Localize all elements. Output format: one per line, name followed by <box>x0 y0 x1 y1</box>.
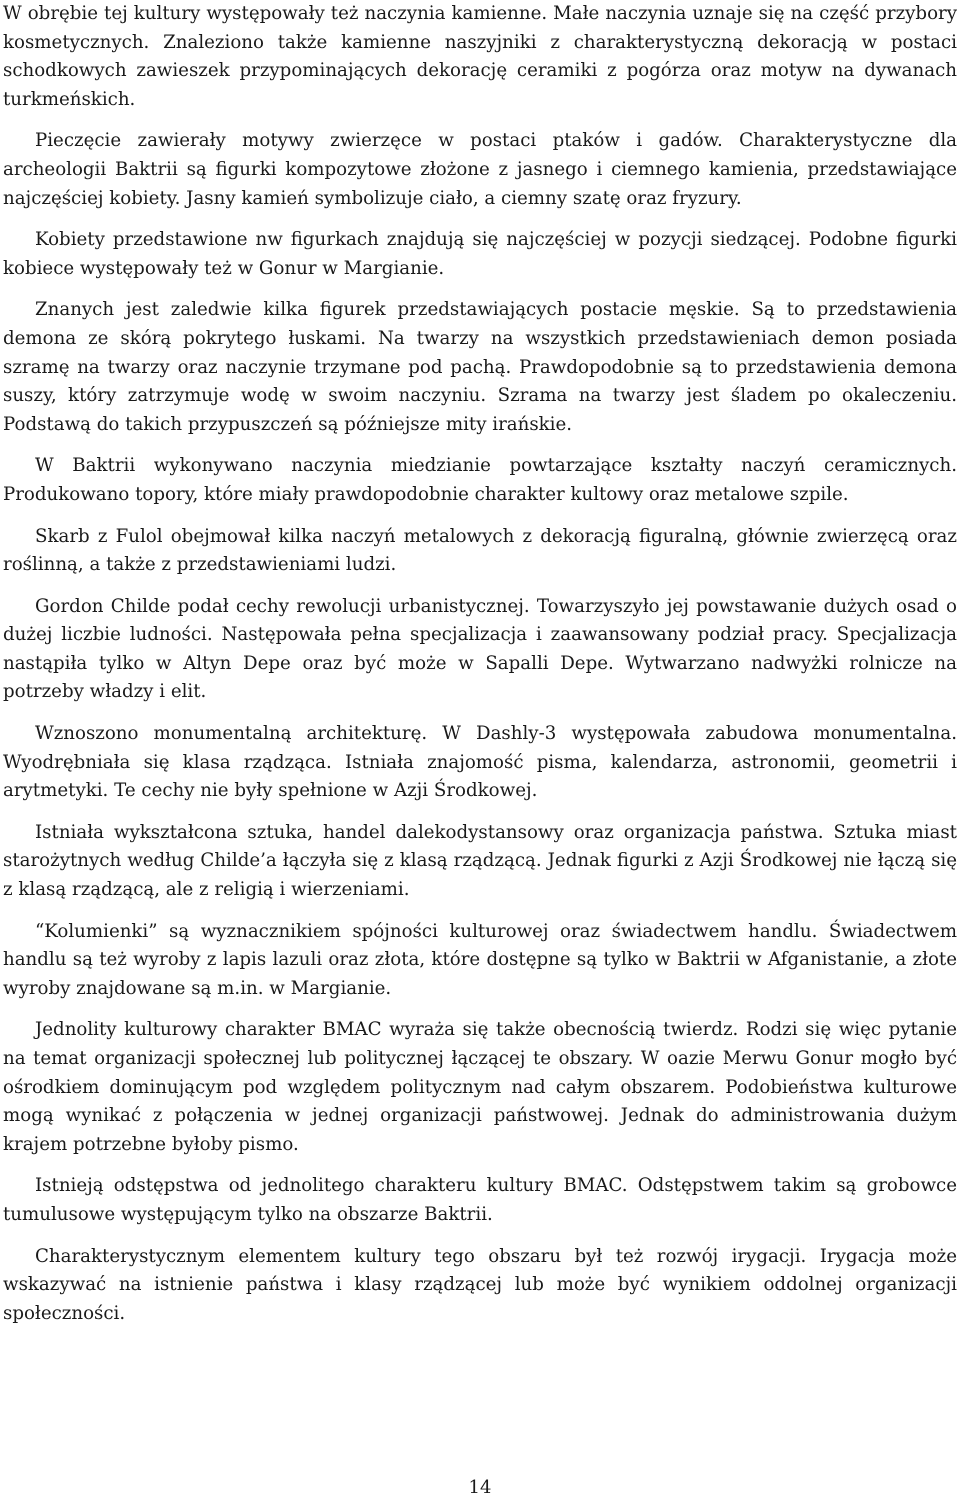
paragraph-art-trade-state: Istniała wykształcona sztuka, handel dalekodystansowy oraz organizacja państwa. Sztuka miast starożytnych według Childe’a łączyła się z klasą rządzącą. Jednak figurki z Azji Środkowej nie łączą się z klasą rządzącą, ale z religią i wierzeniami. <box>3 821 957 901</box>
paragraph-seals-figurines: Pieczęcie zawierały motywy zwierzęce w postaci ptaków i gadów. Charakterystyczne dla archeologii Baktrii są figurki kompozytowe złożone z jasnego i ciemnego kamienia, przedstawiające najczęściej kobiety. Jasny kamień symbolizuje ciało, a ciemny szatę oraz fryzury. <box>3 130 957 209</box>
paragraph-fulol-hoard: Skarb z Fulol obejmował kilka naczyń metalowych z dekoracją figuralną, głównie zwierzęcą oraz roślinną, a także z przedstawieniami ludzi. <box>3 525 957 576</box>
paragraph-stone-vessels: W obrębie tej kultury występowały też naczynia kamienne. Małe naczynia uznaje się na część przybory kosmetycznych. Znaleziono także kamienne naszyjniki z charakterystyczną dekoracją w postaci schodkowych zawieszek przypominających dekorację ceramiki z pogórza oraz motyw na dywanach turkmeńskich. <box>3 3 957 110</box>
paragraph-irrigation: Charakterystycznym elementem kultury tego obszaru był też rozwój irygacji. Irygacja może wskazywać na istnienie państwa i klasy rządzącej lub może być wynikiem oddolnej organizacji społeczności. <box>3 1245 957 1324</box>
page-number: 14 <box>468 1477 492 1498</box>
paragraph-monumental-architecture: Wznoszono monumentalną architekturę. W Dashly-3 występowała zabudowa monumentalna. Wyodrębniała się klasa rządząca. Istniała znajomość pisma, kalendarza, astronomii, geometrii i arytmetyki. Te cechy nie były spełnione w Azji Środkowej. <box>3 723 957 802</box>
paragraph-copper-vessels: W Baktrii wykonywano naczynia miedzianie powtarzające kształty naczyń ceramicznych. Produkowano topory, które miały prawdopodobnie charakter kultowy oraz metalowe szpile. <box>3 455 957 505</box>
paragraph-seated-women: Kobiety przedstawione nw figurkach znajdują się najczęściej w pozycji siedzącej. Podobne figurki kobiece występowały też w Gonur w Margianie. <box>3 229 957 279</box>
document-body <box>3 0 957 1341</box>
paragraph-bmac-unity: Jednolity kulturowy charakter BMAC wyraża się także obecnością twierdz. Rodzi się więc pytanie na temat organizacji społecznej lub politycznej łączącej te obszary. W oazie Merwu Gonur mogło być ośrodkiem dominującym pod względem politycznym nad całym obszarem. Podobieństwa kulturowe mogą wynikać z połączenia w jednej organizacji państwowej. Jednak do administrowania dużym krajem potrzebne byłoby pismo. <box>3 1019 957 1155</box>
paragraph-childe-revolution: Gordon Childe podał cechy rewolucji urbanistycznej. Towarzyszyło jej powstawanie dużych osad o dużej liczbie ludności. Następowała pełna specjalizacja i zaawansowany podział pracy. Specjalizacja nastąpiła tylko w Altyn Depe oraz być może w Sapalli Depe. Wytwarzano nadwyżki rolnicze na potrzeby władzy i elit. <box>3 595 957 703</box>
paragraph-columns-trade: “Kolumienki” są wyznacznikiem spójności kulturowej oraz świadectwem handlu. Świadectwem handlu są też wyroby z lapis lazuli oraz złota, które dostępne są tylko w Baktrii w Afganistanie, a złote wyroby znajdowane są m.in. w Margianie. <box>3 920 957 999</box>
paragraph-bmac-deviations: Istnieją odstępstwa od jednolitego charakteru kultury BMAC. Odstępstwem takim są grobowce tumulusowe występującym tylko na obszarze Baktrii. <box>3 1175 957 1225</box>
paragraph-male-figurines: Znanych jest zaledwie kilka figurek przedstawiających postacie męskie. Są to przedstawienia demona ze skórą pokrytego łuskami. Na twarzy na wszystkich przedstawieniach demon posiada szramę na twarzy oraz naczynie trzymane pod pachą. Prawdopodobnie są to przedstawienia demona suszy, który zatrzymuje wodę w swoim naczyniu. Szrama na twarzy jest śladem po okaleczeniu. Podstawą do takich przypuszczeń są późniejsze mity irańskie. <box>3 299 957 435</box>
